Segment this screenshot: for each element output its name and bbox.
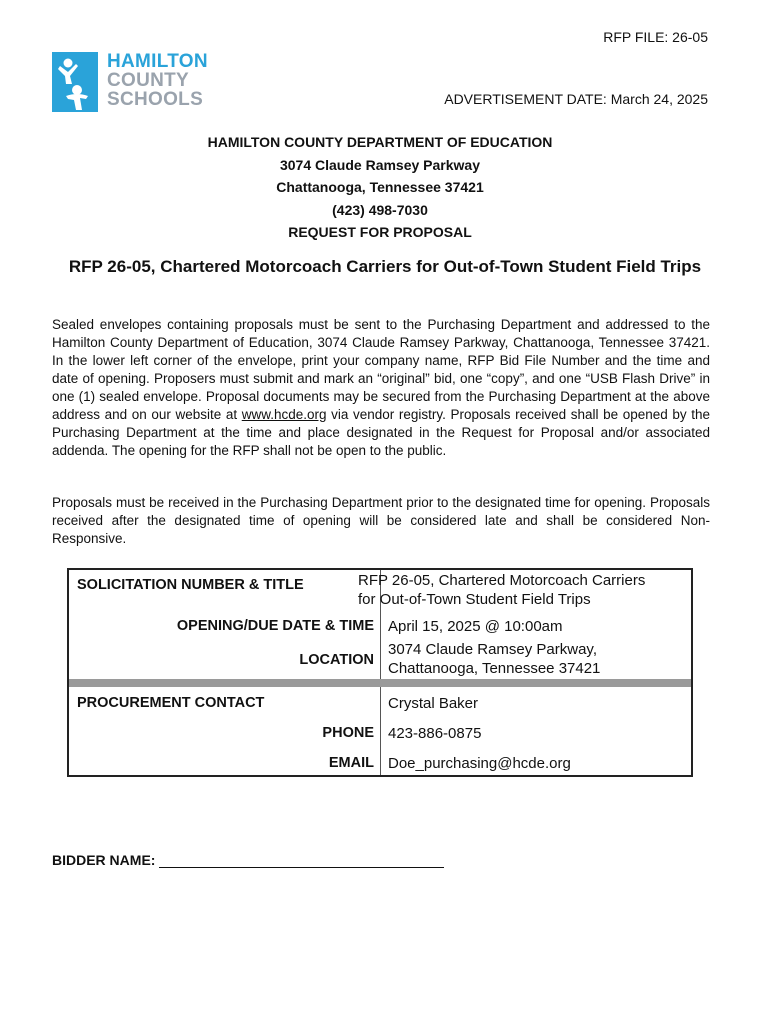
org-name: HAMILTON COUNTY DEPARTMENT OF EDUCATION xyxy=(207,134,553,150)
due-date-value: April 15, 2025 @ 10:00am xyxy=(388,618,563,635)
logo-line-hamilton: HAMILTON xyxy=(107,51,208,72)
late-proposals-paragraph: Proposals must be received in the Purchasing Department prior to the designated time for opening. Proposals received after the designated time of opening will be considered late and shall be considered Non-Responsive. xyxy=(52,495,710,546)
location-label: LOCATION xyxy=(299,652,374,668)
bidder-name-label: BIDDER NAME: xyxy=(52,852,156,868)
org-city: Chattanooga, Tennessee 37421 xyxy=(276,179,484,195)
logo-line-county: COUNTY xyxy=(107,70,190,91)
location-value-line2: Chattanooga, Tennessee 37421 xyxy=(388,660,601,677)
solicitation-value-line2: for Out-of-Town Student Field Trips xyxy=(358,591,591,608)
para1-text-end: via vendor registry. Proposals received shall be opened by the Purchasing Department at the time and place designated in the Request for Proposal and/or associated addenda. The opening for the RFP shall not be open to the public. xyxy=(52,407,710,458)
para1-text-start: Sealed envelopes containing proposals must be sent to the Purchasing Department and addressed to the Hamilton County Department of Education, 3074 Claude Ramsey Parkway, Chattanooga, Tennessee 37421. In the lower left corner of the envelope, print your company name, RFP Bid File Number and the time and date of opening. Proposers must submit and mark an “original” bid, one “copy”, and one “USB Flash Drive” in one (1) sealed envelope. Proposal documents may be secured from the Purchasing Department at the above address and on our website at xyxy=(52,317,710,422)
location-value-line1: 3074 Claude Ramsey Parkway, xyxy=(388,641,597,658)
procurement-contact-label: PROCUREMENT CONTACT xyxy=(77,695,265,711)
bidder-name-line[interactable] xyxy=(159,853,444,868)
children-silhouette-icon xyxy=(52,52,98,112)
due-date-label: OPENING/DUE DATE & TIME xyxy=(176,618,374,634)
bidder-name-field xyxy=(52,852,444,868)
doc-type: REQUEST FOR PROPOSAL xyxy=(288,224,472,240)
procurement-contact-value: Crystal Baker xyxy=(388,695,479,712)
solicitation-table xyxy=(67,568,693,777)
rfp-file-number: RFP FILE: 26-05 xyxy=(603,29,708,45)
hamilton-county-schools-logo xyxy=(52,52,232,114)
org-phone: (423) 498-7030 xyxy=(332,201,428,218)
email-label: EMAIL xyxy=(328,755,374,771)
org-header xyxy=(0,131,760,244)
phone-value: 423-886-0875 xyxy=(388,725,482,742)
advertisement-date: ADVERTISEMENT DATE: March 24, 2025 xyxy=(444,91,708,107)
rfp-title: RFP 26-05, Chartered Motorcoach Carriers for Out-of-Town Student Field Trips xyxy=(68,257,702,276)
solicitation-label: SOLICITATION NUMBER & TITLE xyxy=(77,577,304,593)
solicitation-value-line1: RFP 26-05, Chartered Motorcoach Carriers xyxy=(358,572,646,589)
email-value[interactable]: Doe_purchasing@hcde.org xyxy=(388,755,571,772)
logo-line-schools: SCHOOLS xyxy=(107,89,204,110)
submission-instructions-paragraph xyxy=(52,316,710,460)
hcde-website-link[interactable]: www.hcde.org xyxy=(241,407,327,422)
org-street: 3074 Claude Ramsey Parkway xyxy=(279,156,480,173)
table-section-separator xyxy=(69,679,691,687)
phone-label: PHONE xyxy=(322,725,374,741)
